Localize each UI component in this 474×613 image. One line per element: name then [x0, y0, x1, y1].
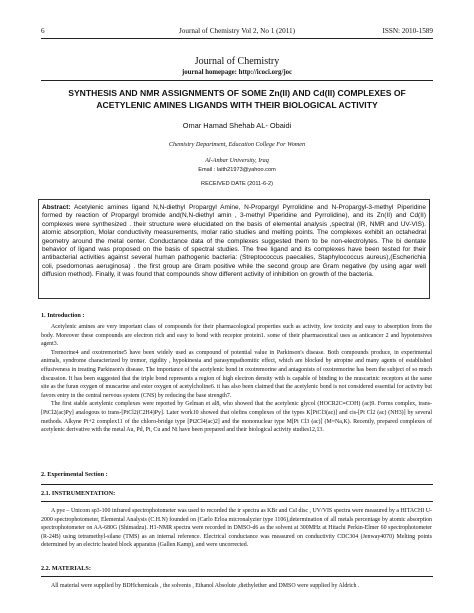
paper-title: SYNTHESIS AND NMR ASSIGNMENTS OF SOME Zn(II) AND Cd(II) COMPLEXES OF ACETYLENIC AMINES LIGANDS WITH THEIR BIOLOGICAL ACTIVITY [68, 88, 406, 110]
header-rule [41, 38, 433, 39]
paragraph: Tremorine4 and oxotremorine5 have been widely used as compound of potential value in Parkinson's disease. Both compounds produce, in experimental animals, syndrome characterized by tremor, rigidity , hypokinesia and parasympathomitic effect, which are blocked by atropine and many agents of established effusiveness in treating Parkinson's disease. The importance of the acetylenic bond in oxotremorine and antagonists of oxotremorine has been the subject of so much discussion. It has been suggested that the triple bond represents a region of high electron density with is capable of binding to the muscarinic receptors at the same site as the furan oxygen of muscarine and ester oxygen of acetylcholine6. it has also been claimed that the acetylenic bond is not considered essential for activity but favors entry in the central nervous system (CNS) by reducing the base strength7. [41, 349, 432, 399]
journal-title: Journal of Chemistry [194, 56, 280, 67]
abstract-box [38, 199, 430, 299]
address: Al-Anbar University, Iraq [205, 157, 269, 164]
title-rule [41, 80, 433, 81]
section-heading-experimental: 2. Experimental Section : [41, 471, 108, 478]
materials-body [41, 582, 432, 591]
introduction-body [41, 323, 432, 435]
affiliation: Chemistry Department, Education College For Women [168, 141, 306, 148]
abstract-text: Acetylenic amines ligand N,N-diethyl Propargyl Amine, N-Propargyl Pyrrolidine and N-Propargyl-3-methyl Piperidine formed by reaction of Propargyl bromide and(N,N-diethyl amin , 3-methyl Piperidine and Pyrrolidine), and its Zn(II) and Cd(II) complexes were synthesized . their structure were elucidated on the basis of elemental analysis ,spectral (IR, NMR and UV-VIS). atomic absorption, Molar conductivity measurements, molar ratio studies and melting points. The complexes exhibit an octahedral geometry around the metal center. Conductance data of the complexes suggested them to be non-electrolytes. The bi dentate behavior of ligand was proposed on the basis of spectral studies. The free ligand and its complexes have been tested for their antibacterial activities against several human pathogenic bacteria: (Streptococcus paecalies, Staphylococcus aureus),(Escherichia coli, psedomonas aeruginosa) . the first group are Gram positive while the second group are Gram negative (by using agar well diffusion method). Finally, it was found that compounds show different activity of inhibition on growth of the bacteria. [42, 204, 426, 279]
page-number: 6 [41, 27, 45, 35]
subsection-heading-instrumentation: 2.1. INSTRUMENTATION: [41, 490, 116, 497]
issn: ISSN: 2010-1589 [382, 27, 433, 35]
paragraph: The first stable acetylenic complexes were reported by Gelman et al8, who showed that the acetylenic glycol (HOCR2C≡COH) (ac)9. Forms complex, trans-[PtCl2(ac)Py] analogous to trans-[PtCl2(C2H4)Py]. Later work10 showed that olefins complexes of the types K[PtCl3(ac)] and cis-[Pt Cl2 (ac) (NH3)] by several methods. Alkyne Pt+2 complex11 of the chloro-bridge type [Pt2Cl4(ac)2] and the mononuclear type M[Pt Cl3 (ac)] (M=Na,K). Recently, prepared complexes of acetylenic derivative with the metal Au, Pd, Pt, Cu and Ni have been prepared and their biological activity studies12,13. [41, 401, 432, 434]
paragraph: Acetylenic amines are very important class of compounds for their pharmacological properties such as activity, low toxicity and easy to absorption from the body. Moreover these compounds are electron rich and easy to bond with receptor protein1. some of their pharmaceutical uses as anticancer 2 and hypotensives agent3. [41, 324, 432, 348]
instrumentation-body [41, 507, 432, 550]
section-heading-introduction: 1. Introduction : [41, 312, 85, 319]
section-rule [41, 484, 433, 485]
journal-homepage[interactable]: journal homepage: http://icoci.org/joc [181, 69, 293, 76]
author-name: Omar Hamad Shehab AL- Obaidi [182, 121, 292, 130]
subsection-heading-materials: 2.2. MATERIALS: [41, 565, 91, 572]
received-date: RECEIVED DATE (2011-6-2) [201, 181, 273, 187]
journal-reference: Journal of Chemistry Vol 2, No 1 (2011) [178, 27, 296, 35]
paragraph: A pye – Unicom sp3-100 infrared spectrophotometer was used to recorded the ir spectra as KBr and CsI disc , UV/VIS spectra were measured by a HITACHI U-2000 spectrophotometer, Elemental Analysis (C.H.N) founded on (Carlo Erloa micronalyzier type 1106),determination of all metals percentage by atomic absorption spectrophotometer on AA-680G (Shimadzu). H1-NMR spectra were recorded in DMSO-d6 as the solvent at 300MHz at Hitachi Perkin-Elmer 60 spectrophotometer (R-24B) using tetramethyl-silane (TMS) as an internal reference. Electrical conductance was measured on conductivity CDC304 (Jenway4070) Melting points determined by an electric heated block apparatus (Gallen Kamp), and were uncorrected. [41, 508, 432, 549]
subsection-rule [41, 576, 433, 577]
abstract-label: Abstract: [42, 204, 71, 211]
subsection-rule [41, 501, 433, 502]
paragraph: All material were supplied by BDHchemicals , the solvents , Ethanol Absolute ,diethylether and DMSO were supplied by Aldrich . [51, 583, 360, 589]
email[interactable]: Email : laith21973@yahoo.com [198, 167, 276, 173]
